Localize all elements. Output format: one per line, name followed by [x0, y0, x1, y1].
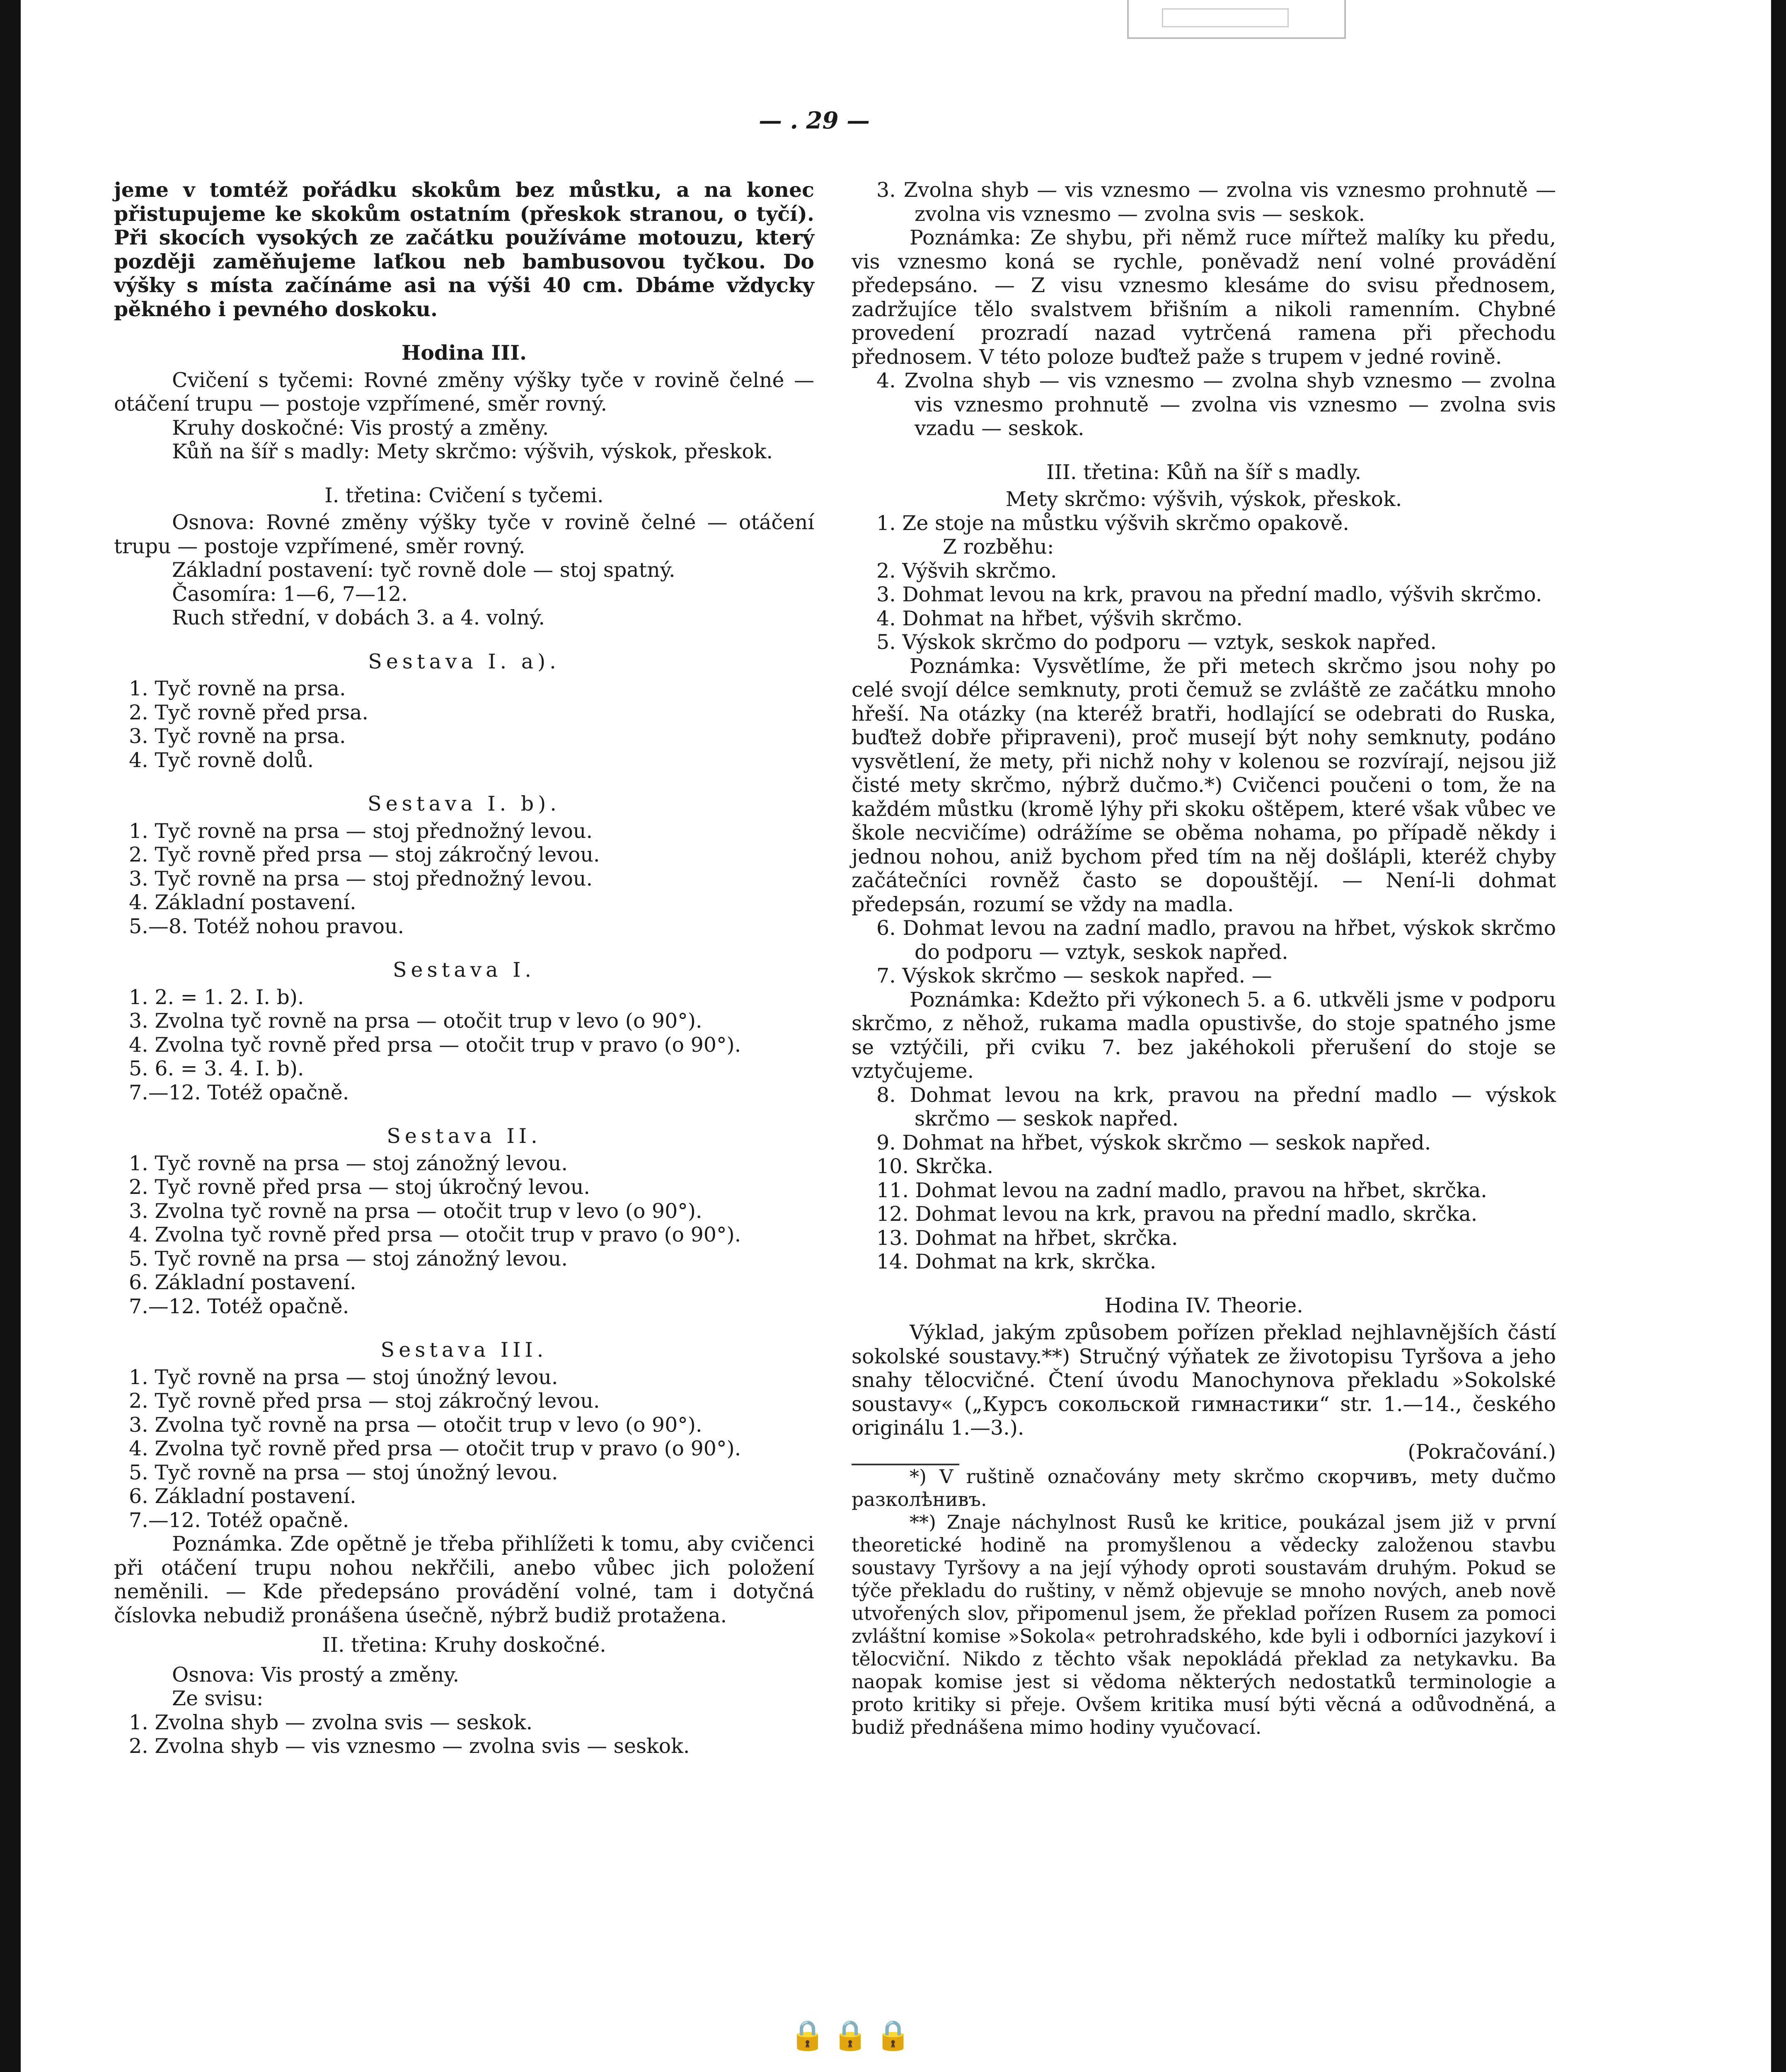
exercise-line-3: Kůň na šíř s madly: Mety skrčmo: výšvih, výskok, přeskok. — [172, 440, 773, 463]
poznamka-1: Poznámka. Zde opětně je třeba přihlížeti k tomu, aby cvičenci při otáčení trupu nohou nekřčili, anebo vůbec jich položení neměnili. — Kde předepsáno provádění volné, tam i dotyčná číslovka nebudiž pronášena úsečně, nýbrž budiž protažena. — [114, 1532, 814, 1627]
list-item: 7.—12. Totéž opačně. — [129, 1080, 349, 1104]
list-item: 4. Zvolna tyč rovně před prsa — otočit trup v pravo (o 90°). — [129, 1437, 741, 1460]
list-item: 1. Tyč rovně na prsa. — [129, 677, 346, 700]
list-item: 13. Dohmat na hřbet, skrčka. — [876, 1226, 1178, 1250]
hodina-iv-heading: Hodina IV. Theorie. — [1104, 1293, 1303, 1317]
scan-border-right — [1771, 0, 1786, 2072]
list-item: 7.—12. Totéž opačně. — [129, 1508, 349, 1532]
page-number: — . 29 — — [759, 107, 870, 134]
list-item: 2. Tyč rovně před prsa. — [129, 700, 368, 724]
poznamka-3: Poznámka: Vysvětlíme, že při metech skrčmo jsou nohy po celé svojí délce semknuty, proti čemuž se zvláště ze začátku mnoho hřeší. Na otázky (na kteréž bratři, hodlající se odebrati do Ruska, buďtež dobře připraveni), proč musejí být nohy semknuty, podáno vysvětlení, že mety, při nichž nohy v kolenou se rozvírají, nejsou již čisté mety skrčmo, nýbrž dučmo.*) Cvičenci poučeni o tom, že na každém můstku (kromě lýhy při skoku oštěpem, které však vůbec ve škole necvičíme) odrážíme se oběma nohama, po případě někdy i jednou nohou, aniž bychom před tím na něj došlápli, kteréž chyby začátečníci rovněž často se dopouštějí. — Není-li dohmat předepsán, rozumí se vždy na madla. — [852, 654, 1556, 916]
list-item: 2. Tyč rovně před prsa — stoj zákročný levou. — [129, 1389, 600, 1413]
footnote-1: *) V ruštině označovány mety skrčmo скорчивъ, mety dučmo разколѣнивъ. — [852, 1465, 1556, 1510]
list-item: 3. Dohmat levou na krk, pravou na přední madlo, výšvih skrčmo. — [876, 583, 1542, 606]
scan-border-left — [0, 0, 21, 2072]
left-column — [114, 178, 814, 1758]
sestava-ia-heading: Sestava I. a). — [368, 649, 560, 673]
list-item: 9. Dohmat na hřbet, výskok skrčmo — seskok napřed. — [876, 1130, 1431, 1155]
vyklad-paragraph: Výklad, jakým způsobem pořízen překlad nejhlavnějších částí sokolské soustavy.**) Stručný výňatek ze životopisu Tyršova a jeho snahy tělocvičné. Čtení úvodu Manochynova překladu »Sokolské soustavy« („Курсъ сокольской гимнастики“ str. 1.—14., českého originálu 1.—3.). — [852, 1321, 1556, 1440]
sestava-iii-heading: Sestava III. — [380, 1338, 548, 1362]
footnote-2: **) Znaje náchylnost Rusů ke kritice, poukázal jsem již v první theoretické hodině na promyšlenou a vědecky založenou stavbu soustavy Tyršovy a na její výhody oproti soustavám druhým. Pokud se týče překladu do ruštiny, v němž objevuje se mnoho nových, aneb nově utvořených slov, připomenul jsem, že překlad pořízen Rusem za pomoci zvláštní komise »Sokola« petrohradského, kde byli i odborníci jazykoví i tělocviční. Nikdo z těchto však nepokládá překlad za netykavku. Ba naopak komise jest si vědoma některých nedostatků terminologie a proto kritiky si přeje. Ovšem kritika musí býti věcná a odůvodněná, a budiž přednášena mimo hodiny vyučovací. — [852, 1511, 1556, 1738]
osnova-2: Osnova: Vis prostý a změny. — [172, 1663, 460, 1687]
list-item: 4. Dohmat na hřbet, výšvih skrčmo. — [876, 606, 1243, 630]
hodina-iii-heading: Hodina III. — [401, 341, 527, 365]
library-stamp — [1127, 0, 1346, 39]
list-item: 5. Výskok skrčmo do podporu — vztyk, seskok napřed. — [876, 630, 1437, 654]
list-item: 1. 2. = 1. 2. I. b). — [129, 985, 304, 1009]
zakladni-postaveni: Základní postavení: tyč rovně dole — stoj spatný. — [172, 558, 675, 582]
list-item: 5. Tyč rovně na prsa — stoj zánožný levou. — [129, 1247, 568, 1271]
intro-paragraph: jeme v tomtéž pořádku skokům bez můstku, a na konec přistupujeme ke skokům ostatním (přeskok stranou, o tyčí). Při skocích vysokých ze začátku používáme motouzu, který později zaměňujeme laťkou neb bambusovou tyčkou. Do výšky s místa začínáme asi na výši 40 cm. Dbáme vždycky pěkného i pevného doskoku. — [114, 178, 814, 321]
ze-svisu: Ze svisu: — [172, 1687, 264, 1710]
list-item: 4. Tyč rovně dolů. — [129, 748, 314, 772]
casomira: Časomíra: 1—6, 7—12. — [172, 582, 408, 606]
sestava-ii-heading: Sestava II. — [387, 1124, 542, 1148]
list-item: 6. Základní postavení. — [129, 1271, 356, 1294]
pokracovani: (Pokračování.) — [1408, 1440, 1556, 1464]
poznamka-2: Poznámka: Ze shybu, při němž ruce mířtež malíky ku předu, vis vznesmo koná se rychle, poněvadž není volné provádění předepsáno. — Z visu vznesmo klesáme do svisu přednosem, zadržujíce tělo svalstvem břišním a nikoli ramenním. Chybné provedení prozradí nazad vytrčená ramena při přechodu přednosem. V této poloze buďtež paže s trupem v jedné rovině. — [852, 226, 1556, 369]
list-item: 3. Tyč rovně na prsa — stoj přednožný levou. — [129, 867, 593, 891]
list-item: 6. Základní postavení. — [129, 1484, 356, 1508]
list-item: 4. Zvolna tyč rovně před prsa — otočit trup v pravo (o 90°). — [129, 1033, 741, 1057]
list-item: 3. Zvolna tyč rovně na prsa — otočit trup v levo (o 90°). — [129, 1009, 702, 1033]
exercise-line-1: Cvičení s tyčemi: Rovné změny výšky tyče v rovině čelné — otáčení trupu — postoje vzpřímené, směr rovný. — [114, 368, 814, 416]
right-column — [852, 178, 1556, 1739]
list-item: 2. Výšvih skrčmo. — [876, 559, 1057, 583]
ornament-icon: 🔒🔒🔒 — [789, 2018, 918, 2052]
ruch: Ruch střední, v dobách 3. a 4. volný. — [172, 606, 545, 629]
list-item: 2. Tyč rovně před prsa — stoj úkročný levou. — [129, 1175, 590, 1199]
list-item: 4. Zvolna shyb — vis vznesmo — zvolna shyb vznesmo — zvolna vis vznesmo prohnutě — zvolna vis vznesmo — zvolna svis vzadu — seskok. — [876, 369, 1556, 440]
list-item: 6. Dohmat levou na zadní madlo, pravou na hřbet, výskok skrčmo do podporu — vztyk, seskok napřed. — [876, 916, 1556, 964]
list-item: 4. Zvolna tyč rovně před prsa — otočit trup v pravo (o 90°). — [129, 1223, 741, 1247]
z-rozbehu: Z rozběhu: — [943, 535, 1054, 559]
list-item: 12. Dohmat levou na krk, pravou na přední madlo, skrčka. — [876, 1202, 1478, 1226]
list-item: 3. Zvolna tyč rovně na prsa — otočit trup v levo (o 90°). — [129, 1413, 702, 1437]
list-item: 4. Základní postavení. — [129, 891, 356, 914]
list-item: 14. Dohmat na krk, skrčka. — [876, 1250, 1157, 1273]
osnova-1: Osnova: Rovné změny výšky tyče v rovině čelné — otáčení trupu — postoje vzpřímené, směr rovný. — [114, 511, 814, 558]
list-item: 5. 6. = 3. 4. I. b). — [129, 1057, 304, 1080]
list-item: 5.—8. Totéž nohou pravou. — [129, 914, 404, 938]
list-item: 1. Tyč rovně na prsa — stoj zánožný levou. — [129, 1151, 568, 1175]
list-item: 1. Zvolna shyb — zvolna svis — seskok. — [129, 1710, 533, 1734]
tretina-2-heading: II. třetina: Kruhy doskočné. — [322, 1633, 606, 1657]
tretina-1-heading: I. třetina: Cvičení s tyčemi. — [324, 483, 604, 507]
sestava-ib-heading: Sestava I. b). — [368, 792, 561, 816]
list-item: 1. Tyč rovně na prsa — stoj přednožný levou. — [129, 819, 593, 843]
list-item: 7.—12. Totéž opačně. — [129, 1294, 349, 1318]
list-item: 2. Zvolna shyb — vis vznesmo — zvolna svis — seskok. — [129, 1734, 690, 1758]
sestava-i-heading: Sestava I. — [392, 958, 536, 982]
poznamka-4: Poznámka: Kdežto při výkonech 5. a 6. utkvěli jsme v podporu skrčmo, z něhož, rukama madla opustivše, do stoje spatného jsme se vztýčili, při cviku 7. bez jakéhokoli přerušení do stoje se vztyčujeme. — [852, 988, 1556, 1083]
list-item: 1. Ze stoje na můstku výšvih skrčmo opakově. — [876, 511, 1349, 535]
list-item: 1. Tyč rovně na prsa — stoj únožný levou. — [129, 1365, 558, 1389]
list-item: 2. Tyč rovně před prsa — stoj zákročný levou. — [129, 843, 600, 867]
list-item: 8. Dohmat levou na krk, pravou na přední madlo — výskok skrčmo — seskok napřed. — [876, 1083, 1556, 1130]
list-item: 3. Zvolna tyč rovně na prsa — otočit trup v levo (o 90°). — [129, 1199, 702, 1223]
exercise-line-2: Kruhy doskočné: Vis prostý a změny. — [172, 416, 549, 440]
list-item: 3. Tyč rovně na prsa. — [129, 724, 346, 748]
list-item: 11. Dohmat levou na zadní madlo, pravou na hřbet, skrčka. — [876, 1178, 1487, 1202]
mety-skrcmo: Mety skrčmo: výšvih, výskok, přeskok. — [1005, 487, 1402, 511]
list-item: 10. Skrčka. — [876, 1155, 994, 1178]
list-item: 5. Tyč rovně na prsa — stoj únožný levou. — [129, 1460, 558, 1484]
list-item: 3. Zvolna shyb — vis vznesmo — zvolna vis vznesmo prohnutě — zvolna vis vznesmo — zvolna svis — seskok. — [876, 178, 1556, 226]
tretina-3-heading: III. třetina: Kůň na šíř s madly. — [1046, 460, 1362, 484]
list-item: 7. Výskok skrčmo — seskok napřed. — — [876, 964, 1272, 988]
